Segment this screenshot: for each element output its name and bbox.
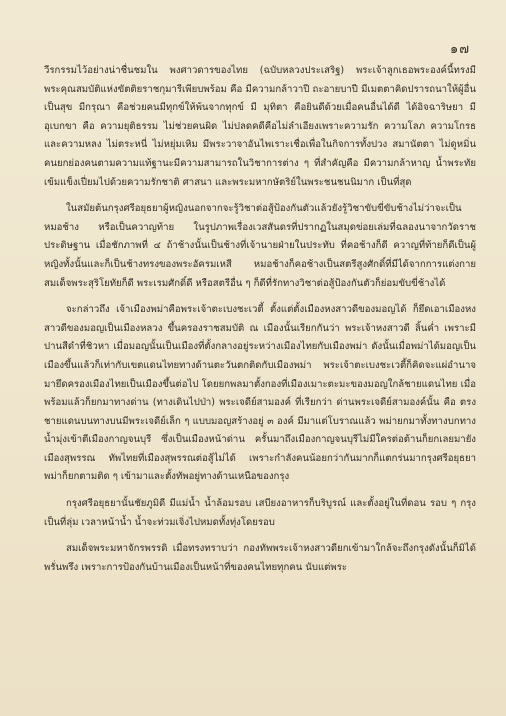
page-body: [44, 62, 476, 577]
paragraph-2: ในสมัยต้นกรุงศรีอยุธยาผู้หญิงนอกจากจะรู้วิชาต่อสู้ป้องกันตัวแล้วยังรู้วิชาขับขี่ขับช้างไม่ว่าจะเป็นหมอช้าง หรือเป็นควาญท้าย ในรูปภาพเรื่องเวสสันดรที่ปรากฏในสมุดข่อยเล่มที่ฉลองนาจากวัดราชประดิษฐาน เมื่อชักภาพที่ ๔ ถ้าช้างนั้นเป็นช้างที่เจ้านายฝ่ายในประทับ ที่คอช้างก็ดี ควาญที่ท้ายก็ดีเป็นผู้หญิงทั้งนั้นและก็เป็นช้างทรงของพระอัครมเหสี หมอช้างก็คอช้างเป็นสตรีสูงศักดิ์ที่มีได้จากการแต่งกาย สมเด็จพระสุริโยทัยก็ดี พระเรมศักดิ์ดี หรือสตรีอื่น ๆ ก็ดีที่รักทางวิชาต่อสู้ป้องกันตัวก็ย่อมขับขี่ช้างได้: [44, 203, 476, 289]
paragraph-5: สมเด็จพระมหาจักรพรรดิ เมื่อทรงทราบว่า กองทัพพระเจ้าหงสาวดียกเข้ามาใกล้จะถึงกรุงดังนั้นก็มิได้พรั่นพรึง เพราะการป้องกันบ้านเมืองเป็นหน้าที่ของคนไทยทุกคน นับแต่พระ: [44, 543, 476, 573]
paragraph-3: จะกล่าวถึง เจ้าเมืองพม่าคือพระเจ้าตะเบงชะเวตี้ ตั้งแต่ตั้งเมืองหงสาวดีของมอญได้ ก็ยึดเอาเมืองหงสาวดีของมอญเป็นเมืองหลวง ขึ้นครองราชสมบัติ ณ เมืองนั้นเรียกกันว่า พระเจ้าหงสาวดี ลิ้นค่ำ เพราะมีปานสีดำที่ชิวหา เมื่อมอญนั้นเป็นเมืองที่ตั้งกลางอยู่ระหว่างเมืองไทยกับเมืองพม่า ดังนั้นเมื่อพม่าได้มอญเป็นเมืองขึ้นแล้วก็เท่ากับเขตแดนไทยทางด้านตะวันตกติดกับเมืองพม่า พระเจ้าตะเบงชะเวตี้ก็คิดจะแผ่อำนาจมายึดครองเมืองไทยเป็นเมืองขึ้นต่อไป โดยยกพลมาตั้งกองที่เมืองเมาะตะมะของมอญใกล้ชายแดนไทย เมื่อพร้อมแล้วก็ยกมาทางด่าน (ทางเดินไปป่า) พระเจดีย์สามองค์ ที่เรียกว่า ด่านพระเจดีย์สามองค์นั้น คือ ตรงชายแดนบนทางบนมีพระเจดีย์เล็ก ๆ แบบมอญสร้างอยู่ ๓ องค์ มีมาแต่โบราณแล้ว พม่ายกมาทั้งทางบกทางน้ำมุ่งเข้าตีเมืองกาญจนบุรี ซึ่งเป็นเมืองหน้าด่าน ครั้นมาถึงเมืองกาญจนบุรีไม่มีใครต่อต้านก็ยกเลยมายังเมืองสุพรรณ ทัพไทยที่เมืองสุพรรณต่อสู้ไม่ได้ เพราะกำลังคนน้อยกว่ากันมากก็แตกร่นมากรุงศรีอยุธยา พม่าก็ยกตามติด ๆ เข้ามาและตั้งทัพอยู่ทางด้านเหนือของกรุง: [44, 304, 476, 483]
page-number: ๑๗: [449, 42, 470, 57]
paragraph-4: กรุงศรีอยุธยานั้นชัยภูมิดี มีแม่น้ำ น้ำล้อมรอบ เสบียงอาหารก็บริบูรณ์ และตั้งอยู่ในที่ดอน รอบ ๆ กรุงเป็นที่ลุ่ม เวลาหน้าน้ำ น้ำจะท่วมเจิ่งไปหมดทั้งทุ่งโดยรอบ: [44, 498, 476, 528]
paragraph-1: วีรกรรมไว้อย่างน่าชื่นชมใน พงศาวดารของไทย (ฉบับหลวงประเสริฐ) พระเจ้าลูกเธอพระองค์นี้ทรงมีพระคุณสมบัติแห่งขัตติยราชกุมารีเพียบพร้อม คือ มีความกล้าวาปี ถะอายบาปี มีเมตตาคิดปรารถนาให้ผู้อื่นเป็นสุข มีกรุณา คือช่วยคนมีทุกข์ให้พ้นจากทุกข์ มี มุทิตา คือยินดีด้วยเมื่อคนอื่นได้ดี ได้อิจฉาริษยา มีอุเบกขา คือ ความยุติธรรม ไม่ช่วยคนผิด ไม่ปลดคดีคือไม่ลำเอียงเพราะความรัก ความโลภ ความโกรธ และความหลง ไม่ตระหนี่ ไม่หยุ่มเหิม มีพระวาจาอันไพเราะเชื่อเพื่อในกิจการทั้งปวง สมานัตตา ไม่ดูหมิ่นคนยกย่องคนตามความแท้ฐานะมีความสามารถในวิชาการต่าง ๆ ที่สำคัญคือ มีความกล้าหาญ น้ำพระทัยเข้มแข็งเปี่ยมไปด้วยความรักชาติ ศาสนา และพระมหากษัตริย์ในพระชนชนนิมาก เป็นที่สุด: [44, 65, 476, 188]
